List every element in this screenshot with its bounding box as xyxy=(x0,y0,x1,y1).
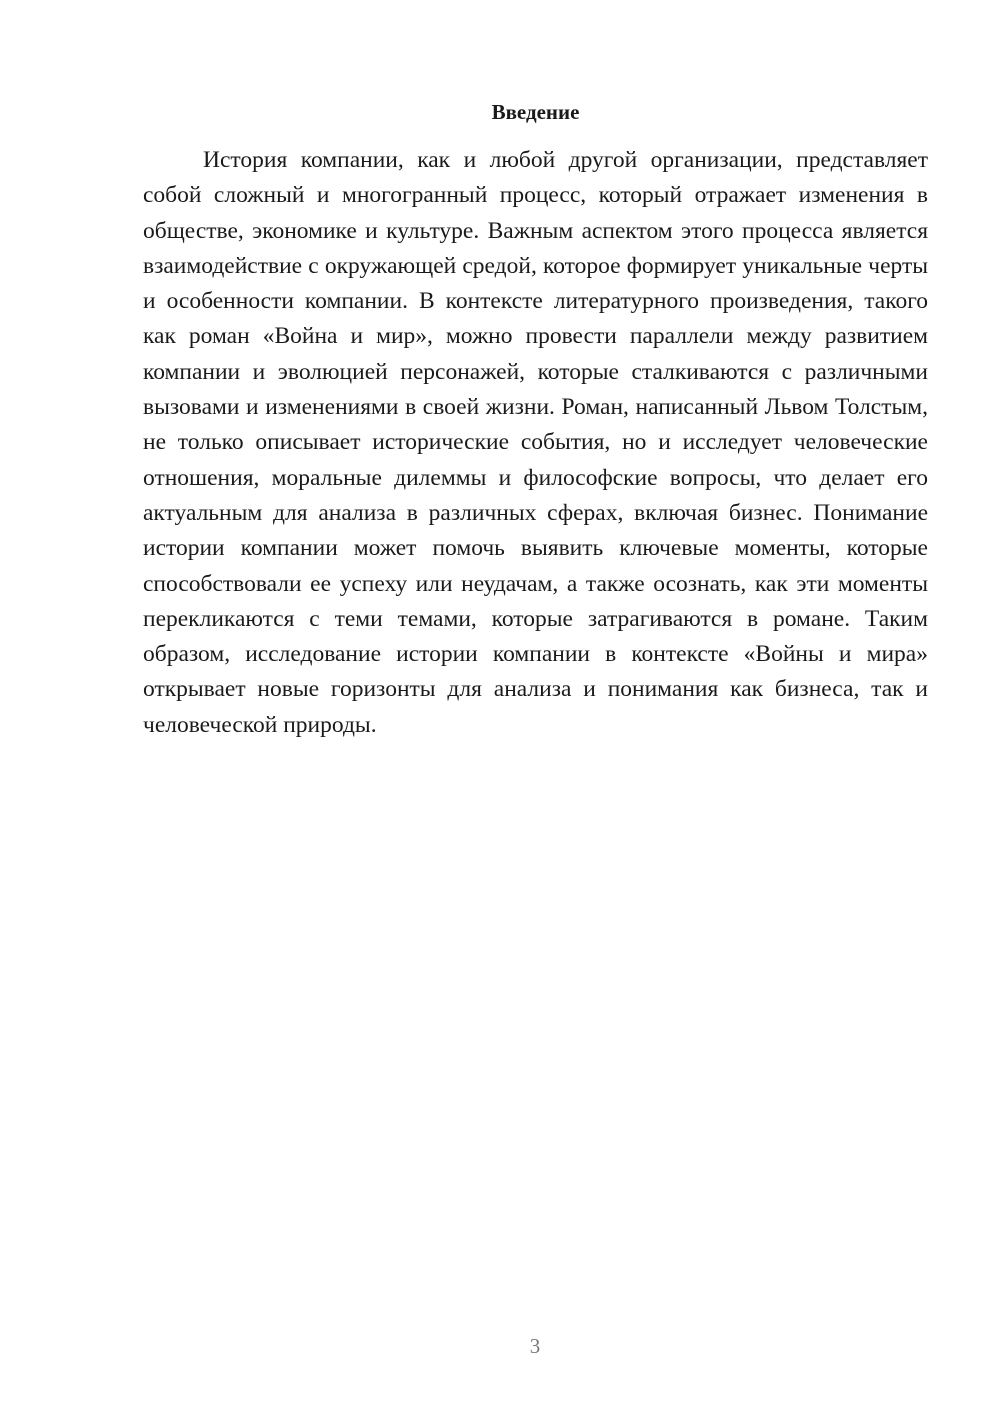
section-heading: Введение xyxy=(491,100,580,124)
body-paragraph: История компании, как и любой другой организации, представляет собой сложный и многогранный процесс, который отражает изменения в обществе, экономике и культуре. Важным аспектом этого процесса является взаимодействие с окружающей средой, которое формирует уникальные черты и особенности компании. В контексте литературного произведения, такого как роман «Война и мир», можно провести параллели между развитием компании и эволюцией персонажей, которые сталкиваются с различными вызовами и изменениями в своей жизни. Роман, написанный Львом Толстым, не только описывает исторические события, но и исследует человеческие отношения, моральные дилеммы и философские вопросы, что делает его актуальным для анализа в различных сферах, включая бизнес. Понимание истории компании может помочь выявить ключевые моменты, которые способствовали ее успеху или неудачам, а также осознать, как эти моменты перекликаются с теми темами, которые затрагиваются в романе. Таким образом, исследование истории компании в контексте «Войны и мира» открывает новые горизонты для анализа и понимания как бизнеса, так и человеческой природы. xyxy=(143,147,928,738)
page-number: 3 xyxy=(529,1334,541,1358)
